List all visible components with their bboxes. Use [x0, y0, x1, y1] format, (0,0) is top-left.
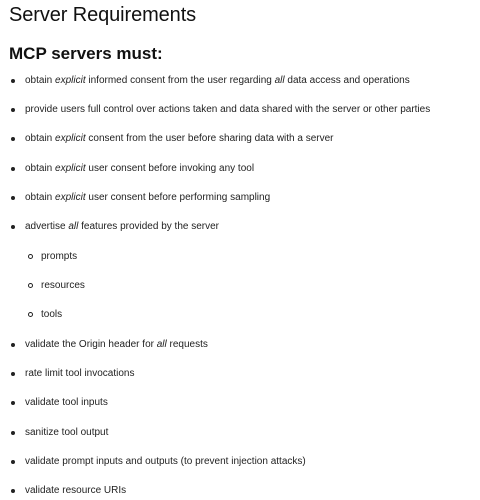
list-item-consent-sampling: obtain explicit user consent before performing sampling	[25, 191, 270, 205]
bullet-icon	[11, 108, 15, 112]
bullet-icon	[11, 460, 15, 464]
list-item-advertise-features: advertise all features provided by the server	[25, 220, 219, 234]
section-heading: MCP servers must:	[9, 44, 163, 63]
bullet-icon	[11, 343, 15, 347]
hollow-bullet-icon	[28, 254, 33, 259]
bullet-icon	[11, 225, 15, 229]
list-item-validate-prompt-io: validate prompt inputs and outputs (to prevent injection attacks)	[25, 455, 306, 469]
list-item-consent-invoking-tool: obtain explicit user consent before invoking any tool	[25, 162, 254, 176]
list-item-explicit-informed-consent: obtain explicit informed consent from the user regarding all data access and operations	[25, 74, 410, 88]
list-item-validate-resource-uris: validate resource URIs	[25, 484, 126, 498]
bullet-icon	[11, 372, 15, 376]
hollow-bullet-icon	[28, 312, 33, 317]
sub-item-resources: resources	[41, 279, 85, 293]
page-title: Server Requirements	[9, 4, 197, 26]
sub-item-tools: tools	[41, 308, 62, 322]
bullet-icon	[11, 196, 15, 200]
list-item-consent-sharing-data: obtain explicit consent from the user before sharing data with a server	[25, 132, 334, 146]
list-item-validate-tool-inputs: validate tool inputs	[25, 396, 108, 410]
sub-item-prompts: prompts	[41, 250, 77, 264]
bullet-icon	[11, 137, 15, 141]
bullet-icon	[11, 431, 15, 435]
bullet-icon	[11, 401, 15, 405]
hollow-bullet-icon	[28, 283, 33, 288]
list-item-rate-limit: rate limit tool invocations	[25, 367, 135, 381]
list-item-validate-origin: validate the Origin header for all requests	[25, 338, 208, 352]
list-item-full-control: provide users full control over actions taken and data shared with the server or other parties	[25, 103, 430, 117]
bullet-icon	[11, 167, 15, 171]
bullet-icon	[11, 79, 15, 83]
list-item-sanitize-tool-output: sanitize tool output	[25, 426, 108, 440]
bullet-icon	[11, 489, 15, 493]
